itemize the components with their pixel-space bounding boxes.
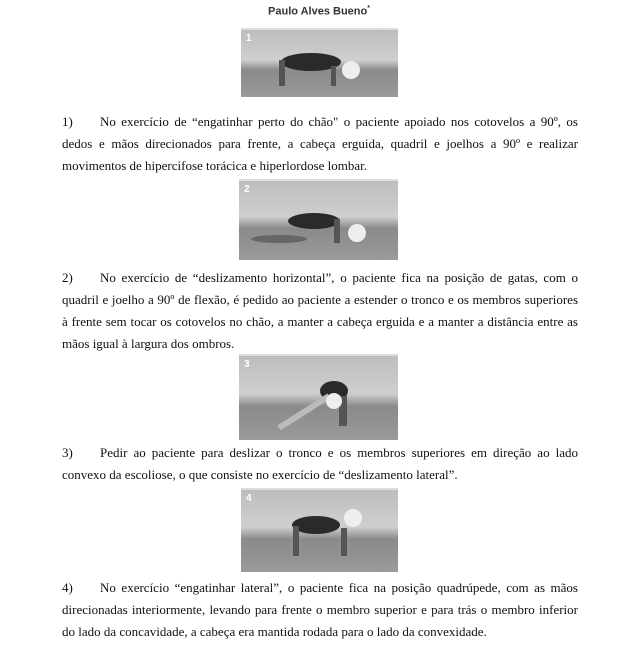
- exercise-photo-2: [239, 179, 398, 260]
- figure-number: 1: [246, 33, 252, 44]
- author-footnote-mark: *: [367, 5, 370, 12]
- item-text: No exercício “engatinhar lateral”, o paciente fica na posição quadrúpede, com as mãos direcionadas interiormente, levando para frente o membro superior e para trás o membro inferior do lado da concavidade, a cabeça era mantida rodada para o lado da convexidade.: [62, 580, 578, 639]
- item-number: 1): [62, 114, 73, 129]
- exercise-photo-3: [239, 354, 398, 440]
- exercise-paragraph-3: [62, 442, 578, 486]
- item-text: No exercício de “engatinhar perto do chão" o paciente apoiado nos cotovelos a 90º, os dedos e mãos direcionados para frente, a cabeça erguida, quadril e joelhos a 90º e realizar movimentos de hipercifose torácica e hiperlordose lombar.: [62, 114, 578, 173]
- figure-number: 3: [244, 359, 250, 370]
- author-name: Paulo Alves Bueno: [268, 5, 368, 18]
- exercise-paragraph-1: [62, 111, 578, 177]
- item-number: 3): [62, 445, 73, 460]
- exercise-paragraph-4: [62, 577, 578, 643]
- figure-number: 4: [246, 493, 252, 504]
- exercise-photo-1: [241, 28, 398, 97]
- exercise-paragraph-2: [62, 267, 578, 355]
- exercise-photo-4: [241, 488, 398, 572]
- page-header: [0, 5, 638, 18]
- item-number: 4): [62, 580, 73, 595]
- figure-number: 2: [244, 184, 250, 195]
- item-text: No exercício de “deslizamento horizontal”, o paciente fica na posição de gatas, com o quadril e joelho a 90º de flexão, é pedido ao paciente a estender o tronco e os membros superiores à frente sem tocar os cotovelos no chão, a manter a cabeça erguida e a manter a distância entre as mãos igual à largura dos ombros.: [62, 270, 578, 351]
- item-text: Pedir ao paciente para deslizar o tronco e os membros superiores em direção ao lado convexo da escoliose, o que consiste no exercício de “deslizamento lateral”.: [62, 445, 578, 482]
- item-number: 2): [62, 270, 73, 285]
